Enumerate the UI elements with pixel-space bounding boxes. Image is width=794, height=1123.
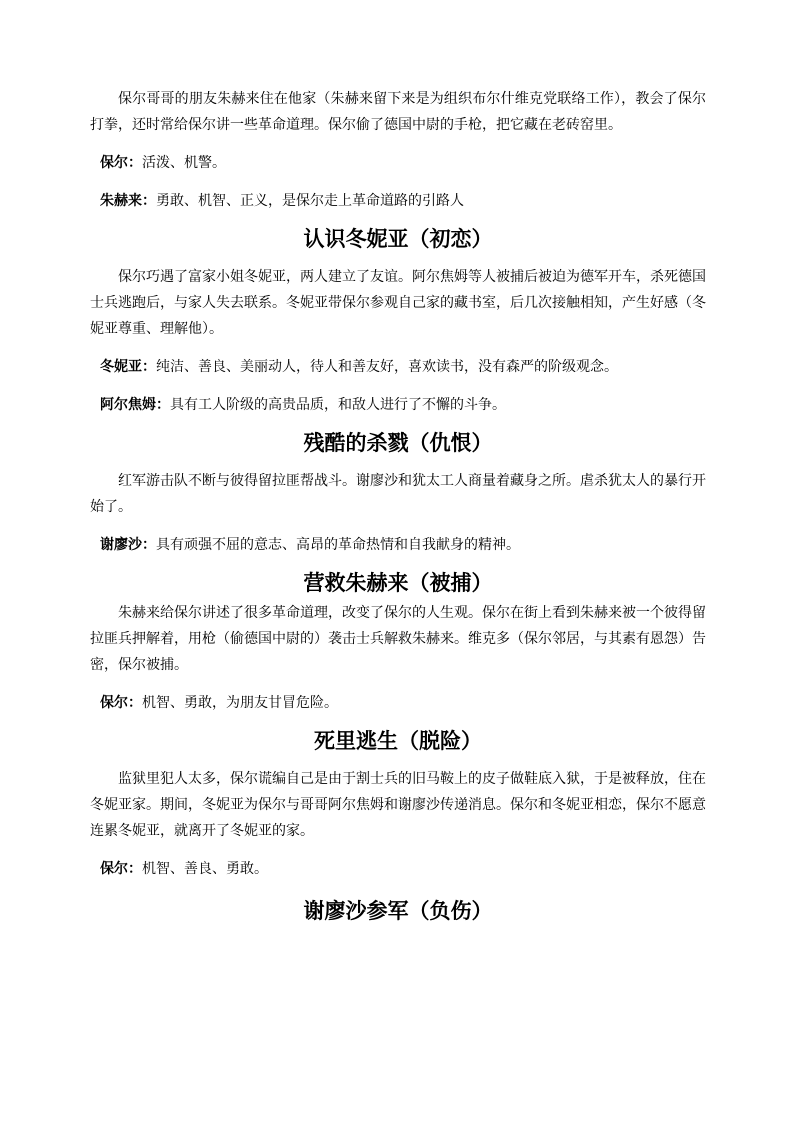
trait-desc: 活泼、机警。 bbox=[142, 155, 226, 171]
section-heading-enlist: 谢廖沙参军（负伤） bbox=[303, 899, 493, 923]
document-page bbox=[90, 86, 706, 924]
trait-desc: 机智、善良、勇敢。 bbox=[142, 861, 268, 877]
trait-dongniya bbox=[90, 354, 706, 380]
trait-desc: 机智、勇敢，为朋友甘冒危险。 bbox=[142, 695, 338, 711]
trait-desc: 勇敢、机智、正义，是保尔走上革命道路的引路人 bbox=[156, 193, 464, 209]
section-heading-arrest: 营救朱赫来（被捕） bbox=[303, 571, 493, 595]
trait-baoer-3 bbox=[90, 856, 706, 882]
section-heading-escape: 死里逃生（脱险） bbox=[314, 729, 482, 753]
trait-separator: ： bbox=[156, 397, 170, 413]
paragraph-first-love: 保尔巧遇了富家小姐冬妮亚，两人建立了友谊。阿尔焦姆等人被捕后被迫为德军开车，杀死德国士兵逃跑后，与家人失去联系。冬妮亚带保尔参观自己家的藏书室，后几次接触相知，产生好感（冬妮亚尊重、理解他）。 bbox=[90, 269, 706, 337]
trait-xieliaosha bbox=[90, 532, 706, 558]
trait-baoer-1 bbox=[90, 150, 706, 176]
trait-aerjiaomu bbox=[90, 392, 706, 418]
trait-desc: 具有顽强不屈的意志、高昂的革命热情和自我献身的精神。 bbox=[156, 537, 520, 553]
trait-separator: ： bbox=[128, 155, 142, 171]
trait-separator: ： bbox=[142, 359, 156, 375]
trait-name: 保尔 bbox=[100, 155, 128, 171]
trait-separator: ： bbox=[142, 537, 156, 553]
paragraph-escape: 监狱里犯人太多，保尔谎编自己是由于割士兵的旧马鞍上的皮子做鞋底入狱，于是被释放，住在冬妮亚家。期间，冬妮亚为保尔与哥哥阿尔焦姆和谢廖沙传递消息。保尔和冬妮亚相恋，保尔不愿意连累冬妮亚，就离开了冬妮亚的家。 bbox=[90, 771, 706, 839]
trait-baoer-2 bbox=[90, 690, 706, 716]
trait-desc: 具有工人阶级的高贵品质，和敌人进行了不懈的斗争。 bbox=[170, 397, 506, 413]
section-heading-first-love: 认识冬妮亚（初恋） bbox=[303, 227, 493, 251]
trait-separator: ： bbox=[128, 695, 142, 711]
paragraph-hatred: 红军游击队不断与彼得留拉匪帮战斗。谢廖沙和犹太工人商量着藏身之所。虐杀犹太人的暴行开始了。 bbox=[90, 473, 706, 515]
trait-separator: ： bbox=[142, 193, 156, 209]
trait-name: 保尔 bbox=[100, 695, 128, 711]
trait-name: 冬妮亚 bbox=[100, 359, 142, 375]
paragraph-arrest: 朱赫来给保尔讲述了很多革命道理，改变了保尔的人生观。保尔在街上看到朱赫来被一个彼得留拉匪兵押解着，用枪（偷德国中尉的）袭击士兵解救朱赫来。维克多（保尔邻居，与其素有恩怨）告密，保尔被捕。 bbox=[90, 605, 706, 673]
trait-name: 保尔 bbox=[100, 861, 128, 877]
trait-zhuhelai bbox=[90, 188, 706, 214]
paragraph-intro: 保尔哥哥的朋友朱赫来住在他家（朱赫来留下来是为组织布尔什维克党联络工作），教会了保尔打拳，还时常给保尔讲一些革命道理。保尔偷了德国中尉的手枪，把它藏在老砖窑里。 bbox=[90, 91, 706, 133]
trait-desc: 纯洁、善良、美丽动人，待人和善友好，喜欢读书，没有森严的阶级观念。 bbox=[156, 359, 618, 375]
trait-name: 阿尔焦姆 bbox=[100, 397, 156, 413]
trait-separator: ： bbox=[128, 861, 142, 877]
trait-name: 朱赫来 bbox=[100, 193, 142, 209]
section-heading-hatred: 残酷的杀戮（仇恨） bbox=[303, 431, 493, 455]
trait-name: 谢廖沙 bbox=[100, 537, 142, 553]
